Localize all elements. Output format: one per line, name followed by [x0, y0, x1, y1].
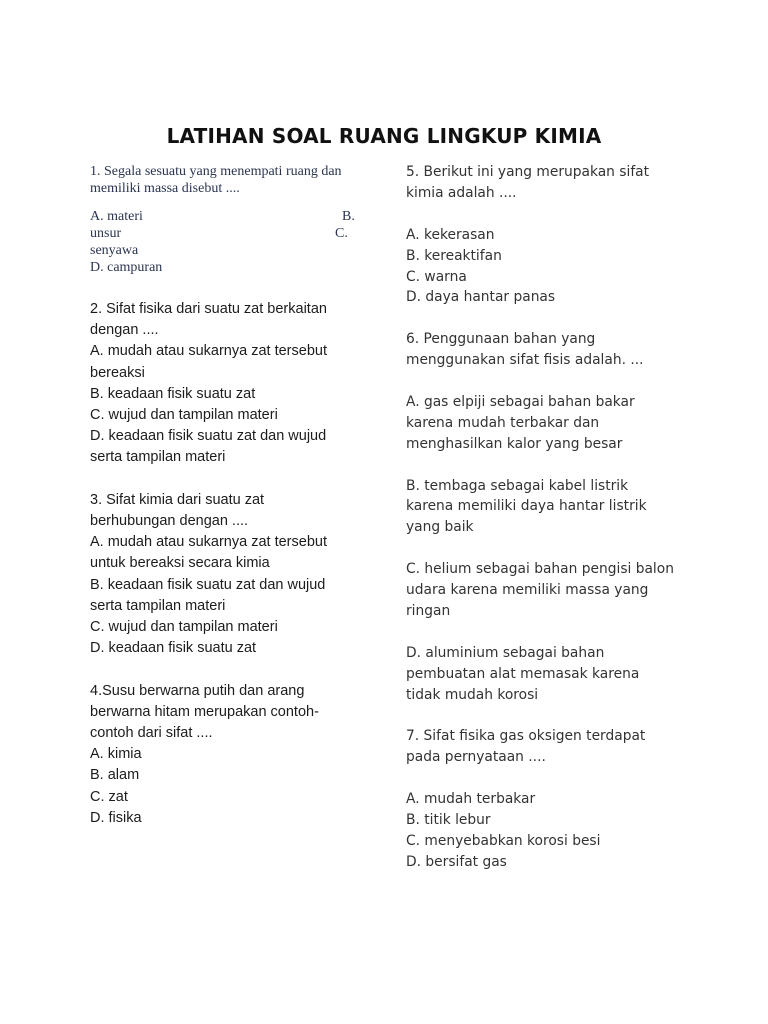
question-stem-line: menggunakan sifat fisis adalah. ...	[406, 352, 644, 369]
option-line: A. gas elpiji sebagai bahan bakar	[406, 393, 635, 410]
option-line: ringan	[406, 602, 451, 619]
option-c-text: senyawa	[90, 243, 139, 258]
option-a-label: A. materi	[90, 209, 143, 224]
option-line: karena memiliki daya hantar listrik	[406, 498, 647, 515]
question-line: C. wujud dan tampilan materi	[90, 619, 278, 636]
question-line: C. zat	[90, 788, 128, 805]
question-1-options-row	[90, 242, 370, 259]
option-line: A. mudah terbakar	[406, 791, 536, 808]
question-line: untuk bereaksi secara kimia	[90, 555, 270, 572]
question-1-stem	[90, 163, 370, 197]
question-line: D. keadaan fisik suatu zat dan wujud	[90, 428, 327, 445]
question-line: D. fisika	[90, 809, 142, 826]
question-1-stem-line: memiliki massa disebut ....	[90, 181, 240, 196]
question-stem-line: 5. Berikut ini yang merupakan sifat	[406, 164, 650, 180]
question-line: B. keadaan fisik suatu zat	[90, 385, 256, 402]
question-1-stem-line: 1. Segala sesuatu yang menempati ruang dan	[90, 164, 342, 179]
option-line: karena mudah terbakar dan	[406, 414, 600, 431]
question-line: B. keadaan fisik suatu zat dan wujud	[90, 576, 326, 593]
option-line: tidak mudah korosi	[406, 686, 539, 703]
question-line: berwarna hitam merupakan contoh-	[90, 703, 319, 720]
option-line: C. menyebabkan korosi besi	[406, 832, 601, 849]
question-stem-line: 6. Penggunaan bahan yang	[406, 331, 596, 348]
question-1-options-row	[90, 208, 370, 225]
option-line: C. warna	[406, 268, 467, 285]
question-6	[406, 329, 688, 705]
question-5	[406, 162, 688, 308]
question-line: 2. Sifat fisika dari suatu zat berkaitan	[90, 301, 327, 317]
question-line: dengan ....	[90, 322, 159, 339]
question-line: bereaksi	[90, 364, 145, 381]
question-2	[90, 299, 352, 469]
option-d-text: D. campuran	[90, 260, 163, 275]
option-line: D. bersifat gas	[406, 853, 507, 870]
option-line: yang baik	[406, 519, 474, 536]
option-line: C. helium sebagai bahan pengisi balon	[406, 561, 674, 578]
question-1-options-row	[90, 225, 370, 242]
question-3	[90, 490, 352, 660]
left-column	[90, 299, 352, 829]
question-line: serta tampilan materi	[90, 449, 226, 466]
question-stem-line: pada pernyataan ....	[406, 749, 546, 766]
question-line: serta tampilan materi	[90, 597, 226, 614]
option-line: menghasilkan kalor yang besar	[406, 435, 623, 452]
option-line: B. tembaga sebagai kabel listrik	[406, 477, 629, 494]
question-line: contoh dari sifat ....	[90, 725, 213, 742]
question-line: D. keadaan fisik suatu zat	[90, 640, 257, 657]
question-line: 4.Susu berwarna putih dan arang	[90, 682, 305, 699]
question-line: 3. Sifat kimia dari suatu zat	[90, 491, 265, 508]
option-c-marker: C.	[335, 226, 348, 241]
right-column	[406, 162, 688, 873]
question-line: A. kimia	[90, 746, 142, 763]
option-b-text: unsur	[90, 226, 122, 241]
question-1-options-row	[90, 259, 370, 276]
question-stem-line: kimia adalah ....	[406, 184, 517, 201]
option-line: B. titik lebur	[406, 811, 491, 828]
question-line: berhubungan dengan ....	[90, 513, 249, 530]
option-line: pembuatan alat memasak karena	[406, 665, 640, 682]
question-stem-line: 7. Sifat fisika gas oksigen terdapat	[406, 728, 646, 745]
question-4	[90, 681, 352, 829]
question-1	[90, 163, 370, 276]
question-line: B. alam	[90, 767, 140, 784]
option-line: udara karena memiliki massa yang	[406, 582, 649, 599]
question-line: A. mudah atau sukarnya zat tersebut	[90, 534, 327, 551]
option-line: D. daya hantar panas	[406, 289, 556, 306]
option-line: A. kekerasan	[406, 226, 495, 243]
option-b-marker: B.	[342, 209, 355, 224]
option-line: B. kereaktifan	[406, 247, 502, 264]
question-line: C. wujud dan tampilan materi	[90, 407, 278, 424]
option-line: D. aluminium sebagai bahan	[406, 644, 605, 661]
question-7	[406, 726, 688, 872]
question-line: A. mudah atau sukarnya zat tersebut	[90, 343, 327, 360]
page-title: LATIHAN SOAL RUANG LINGKUP KIMIA	[166, 124, 602, 148]
